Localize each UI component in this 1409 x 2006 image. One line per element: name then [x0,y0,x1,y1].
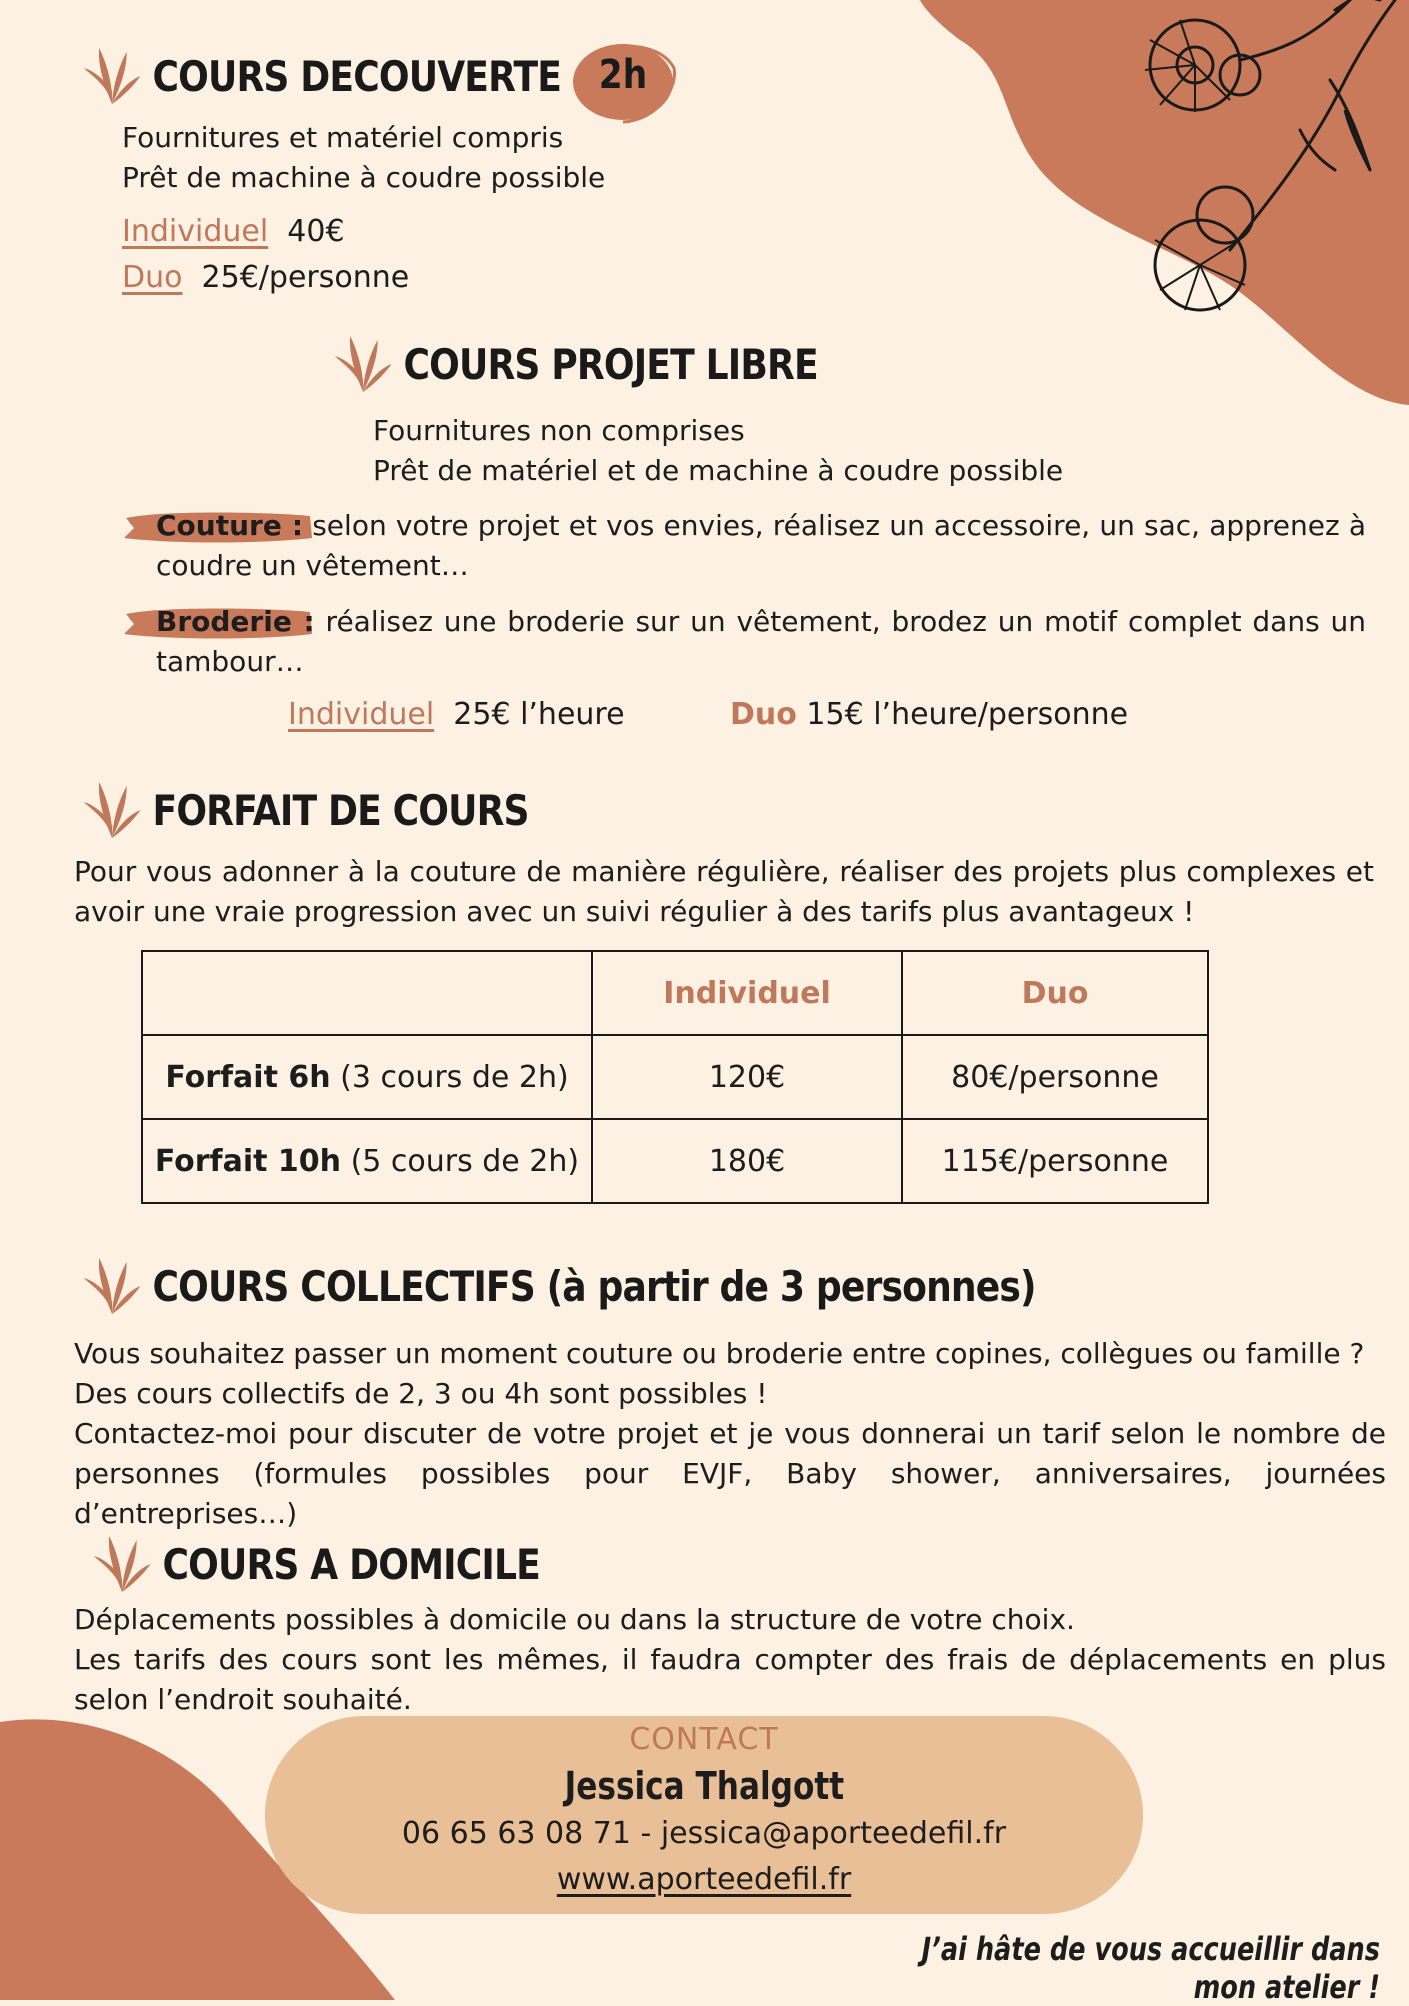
table-cell-individuel: 180€ [592,1119,902,1203]
section-title: COURS COLLECTIFS (à partir de 3 personnes) [152,1261,1036,1311]
table-cell-duo: 80€/personne [902,1035,1208,1119]
hand-leaf-icon [333,334,393,394]
broderie-description [156,602,1366,682]
section-title: FORFAIT DE COURS [152,785,529,835]
price-value: 15€ l’heure/personne [806,697,1129,732]
domicile-line-1: Déplacements possibles à domicile ou dans la structure de votre choix. [74,1603,1075,1636]
price-label-individuel: Individuel [122,214,269,249]
closing-message [760,1930,1380,2006]
section-heading-decouverte [82,46,561,106]
forfait-price-table [141,950,1209,1204]
table-cell-forfait [142,1035,592,1119]
table-cell-forfait [142,1119,592,1203]
couture-text: selon votre projet et vos envies, réalisez un accessoire, un sac, apprenez à coudre un vêtement… [156,509,1367,582]
hand-leaf-icon [82,1256,142,1316]
table-header-empty [142,951,592,1035]
price-label-duo: Duo [730,697,797,732]
website-link[interactable]: www.aporteedefil.fr [556,1862,852,1897]
section-title: COURS A DOMICILE [162,1539,540,1589]
forfait-name: Forfait 10h [154,1143,342,1179]
table-header-duo: Duo [902,951,1208,1035]
section-title: COURS PROJET LIBRE [403,339,818,389]
domicile-line-2: Les tarifs des cours sont les mêmes, il faudra compter des frais de déplacements en plus selon l’endroit souhaité. [74,1643,1386,1716]
forfait-detail: (3 cours de 2h) [340,1059,569,1095]
projet-libre-price-individuel [288,695,625,735]
section-heading-forfait [82,780,529,840]
section-heading-projet-libre [333,334,818,394]
section-title: COURS DECOUVERTE [152,51,562,101]
closing-text: J’ai hâte de vous accueillir dans mon atelier ! [921,1930,1380,2006]
forfait-detail: (5 cours de 2h) [350,1143,580,1179]
projet-libre-line-1: Fournitures non comprises [373,414,745,447]
table-header-individuel: Individuel [592,951,902,1035]
hand-leaf-icon [92,1534,152,1594]
projet-libre-price-duo [730,695,1128,735]
couture-label: Couture : [156,509,304,542]
collectifs-line-2: Des cours collectifs de 2, 3 ou 4h sont possibles ! [74,1377,768,1410]
couture-description [156,506,1366,586]
contact-name [265,1764,1143,1808]
contact-phone-email[interactable]: 06 65 63 08 71 - jessica@aporteedefil.fr [401,1816,1007,1851]
forfait-intro: Pour vous adonner à la couture de manière régulière, réaliser des projets plus complexes et avoir une vraie progression avec un suivi régulier à des tarifs plus avantageux ! [74,855,1374,928]
table-cell-individuel: 120€ [592,1035,902,1119]
table-row [142,1119,1208,1203]
price-value: 25€/personne [201,260,410,295]
decouverte-price-duo [122,258,409,298]
hand-leaf-icon [82,46,142,106]
section-heading-collectifs [82,1256,1036,1316]
projet-libre-line-2: Prêt de matériel et de machine à coudre possible [373,454,1064,487]
hand-leaf-icon [82,780,142,840]
price-label-duo: Duo [122,260,183,295]
contact-name-text: Jessica Thalgott [564,1764,844,1808]
contact-website[interactable] [265,1862,1143,1897]
table-cell-duo: 115€/personne [902,1119,1208,1203]
contact-title: CONTACT [629,1722,779,1757]
collectifs-line-1: Vous souhaitez passer un moment couture ou broderie entre copines, collègues ou famille ? [74,1337,1365,1370]
collectifs-line-3: Contactez-moi pour discuter de votre projet et je vous donnerai un tarif selon le nombre de personnes (formules possibles pour EVJF, Baby shower, anniversaires, journées d’entreprises…) [74,1417,1386,1530]
duration-badge: 2h [598,52,648,98]
table-row [142,1035,1208,1119]
forfait-name: Forfait 6h [165,1059,331,1095]
price-value: 25€ l’heure [453,697,625,732]
decouverte-line-1: Fournitures et matériel compris [122,121,564,154]
decouverte-line-2: Prêt de machine à coudre possible [122,161,606,194]
broderie-label: Broderie : [156,605,315,638]
price-value: 40€ [287,214,345,249]
section-heading-domicile [92,1534,540,1594]
table-header-row [142,951,1208,1035]
broderie-text: réalisez une broderie sur un vêtement, brodez un motif complet dans un tambour… [156,605,1366,678]
cornflower-illustration [1120,0,1409,340]
decouverte-price-individuel [122,212,345,252]
price-label-individuel: Individuel [288,697,435,732]
